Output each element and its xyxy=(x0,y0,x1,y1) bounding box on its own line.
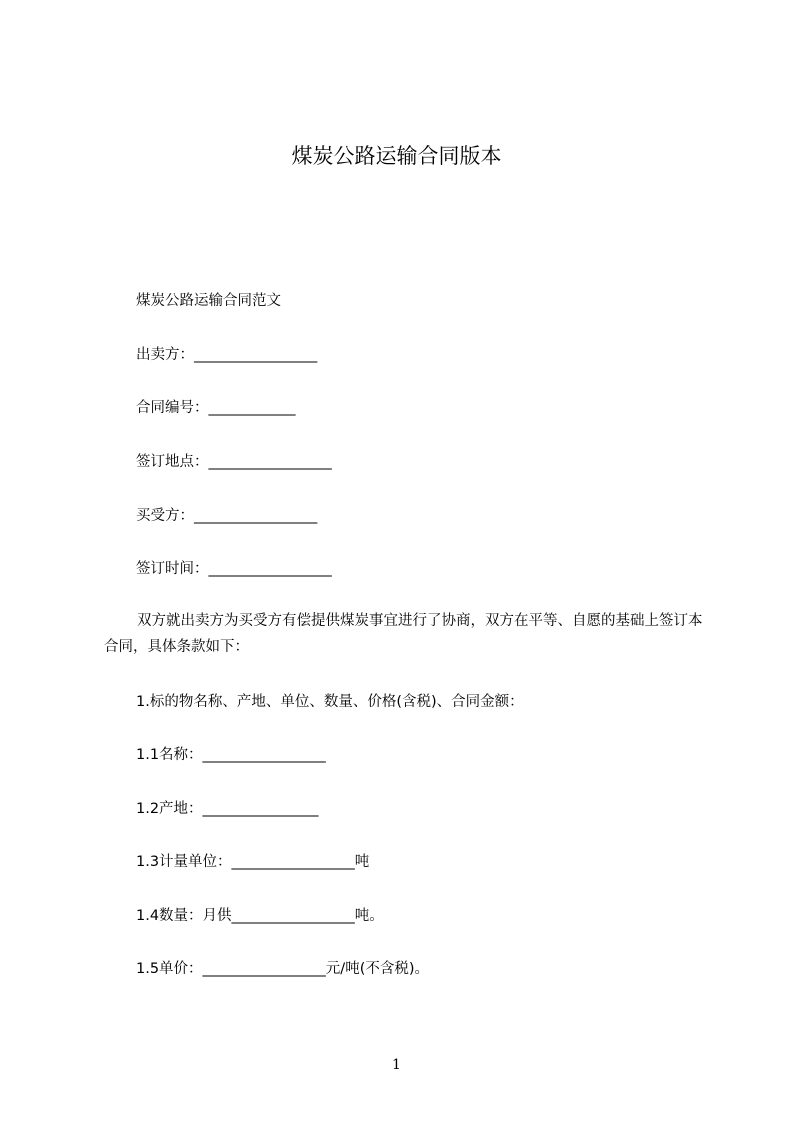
field-signing-time: 签订时间：_________________ xyxy=(136,561,332,577)
intro-paragraph: 双方就出卖方为买受方有偿提供煤炭事宜进行了协商，双方在平等、自愿的基础上签订本合同，具体条款如下： xyxy=(104,613,703,655)
clause-1: 1.标的物名称、产地、单位、数量、价格(含税)、合同金额： xyxy=(136,694,524,710)
clause-1-3: 1.3计量单位：_________________吨 xyxy=(136,854,370,870)
page-number: 1 xyxy=(392,1057,401,1073)
field-seller: 出卖方：_________________ xyxy=(136,347,318,363)
document-subtitle: 煤炭公路运输合同范文 xyxy=(136,293,281,309)
field-contract-number: 合同编号：____________ xyxy=(136,400,296,416)
field-signing-place: 签订地点：_________________ xyxy=(136,454,332,470)
document-title: 煤炭公路运输合同版本 xyxy=(291,144,502,168)
clause-1-1: 1.1名称：_________________ xyxy=(136,747,326,763)
field-buyer: 买受方：_________________ xyxy=(136,508,318,524)
clause-1-4: 1.4数量：月供_________________吨。 xyxy=(136,908,384,924)
clause-1-2: 1.2产地：________________ xyxy=(136,801,319,817)
clause-1-5: 1.5单价：_________________元/吨(不含税)。 xyxy=(136,961,430,977)
